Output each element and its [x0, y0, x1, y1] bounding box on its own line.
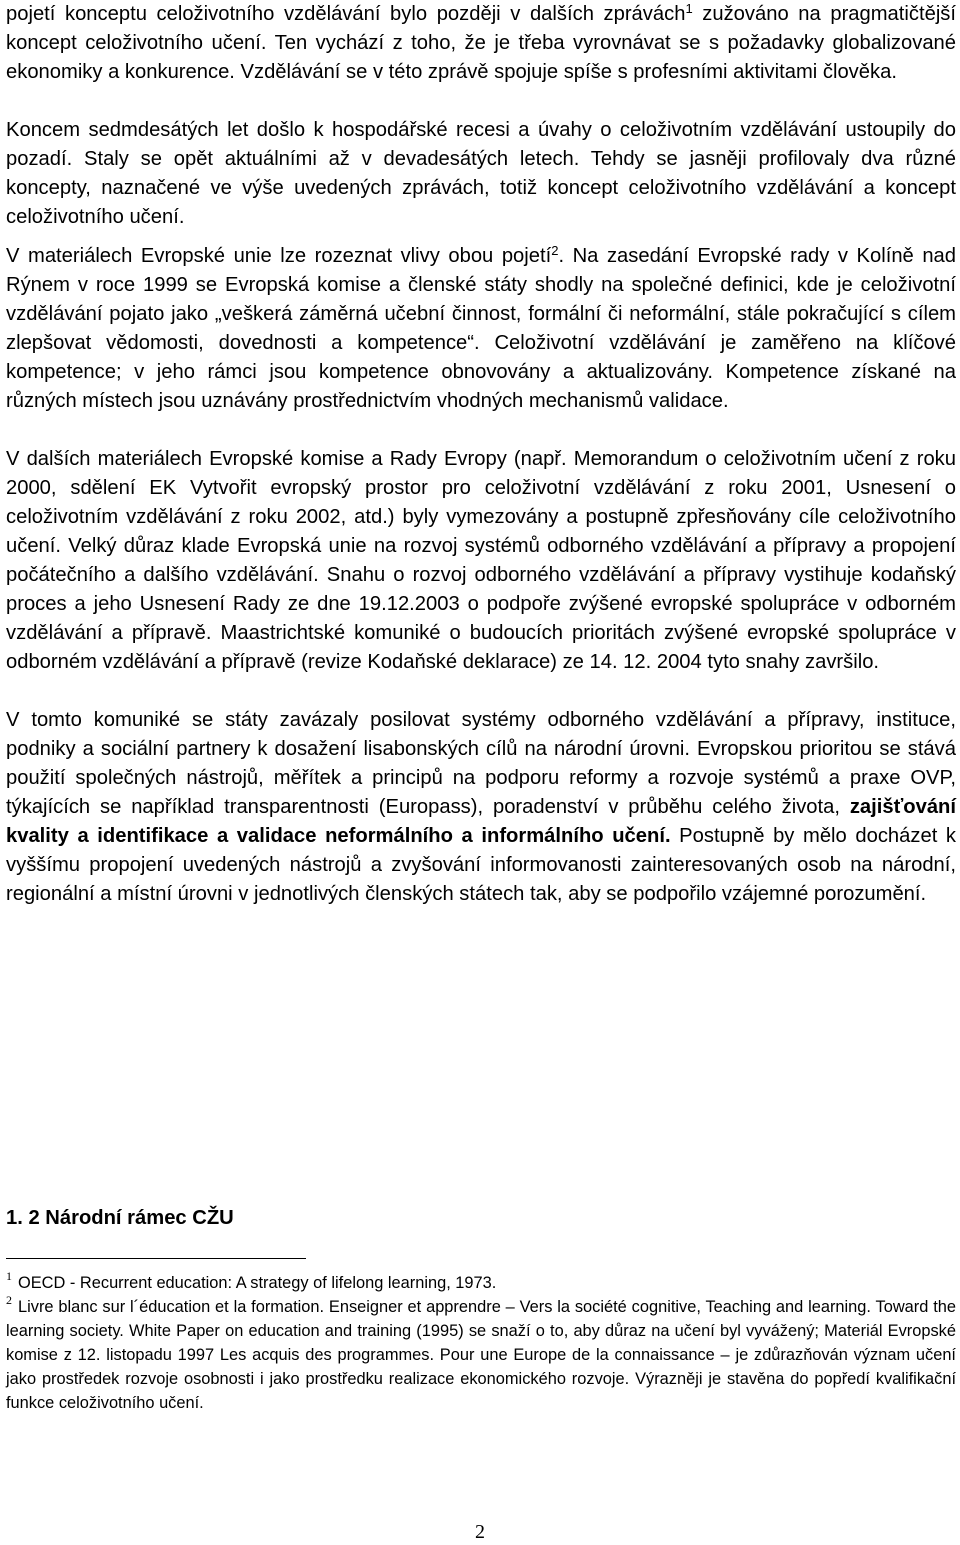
document-body: [6, 0, 956, 909]
footnote-divider: [6, 1258, 306, 1259]
footnote-2-text: Livre blanc sur l´éducation et la formation. Enseigner et apprendre – Vers la société cognitive, Teaching and learning. Toward the learning society. White Paper on education and training (1995) se snaží o to, aby důraz na učení byl vyvážený; Materiál Evropské komise z 12. listopadu 1997 Les acquis des programmes. Pour une Europe de la connaissance – je zdůrazňován význam učení jako prostředek rozvoje osobnosti i jako prostředku realizace ekonomického rozvoje. Výrazněji je stavěna do popředí kvalifikační funkce celoživotního učení.: [6, 1298, 956, 1412]
footnotes: [6, 1271, 956, 1415]
paragraph-3-text-a: V materiálech Evropské unie lze rozeznat vlivy obou pojetí: [6, 245, 552, 267]
footnote-1-text: OECD - Recurrent education: A strategy of lifelong learning, 1973.: [18, 1274, 497, 1292]
paragraph-1: [6, 0, 956, 87]
paragraph-5-emphasis: zajišťování kvality a identifikace a validace neformálního a informálního učení.: [6, 796, 956, 847]
paragraph-1-text-b: zužováno na pragmatičtější koncept celoživotního učení. Ten vychází z toho, že je třeba vyrovnávat se s požadavky globalizované ekonomiky a konkurence. Vzdělávání se v této zprávě spojuje spíše s profesními aktivitami člověka.: [6, 3, 957, 83]
footnote-1: [6, 1271, 956, 1295]
footnote-ref-2[interactable]: 2: [551, 243, 559, 258]
section-heading: 1. 2 Národní rámec CŽU: [6, 1207, 234, 1229]
footnote-ref-1[interactable]: 1: [685, 1, 693, 16]
paragraph-5-text-a: V tomto komuniké se státy zavázaly posilovat systémy odborného vzdělávání a přípravy, instituce, podniky a sociální partnery k dosažení lisabonských cílů na národní úrovni. Evropskou prioritou se stává použití společných nástrojů, měřítek a principů na podporu reformy a rozvoje systémů a praxe OVP, týkajících se například transparentnosti (Europass), poradenství v průběhu celého života,: [6, 709, 956, 818]
paragraph-3: [6, 242, 956, 416]
paragraph-3-text-b: . Na zasedání Evropské rady v Kolíně nad Rýnem v roce 1999 se Evropská komise a členské státy shodly na společné definici, kde je celoživotní vzdělávání pojato jako „veškerá záměrná učební činnost, formální či neformální, stále pokračující s cílem zlepšovat vědomosti, dovednosti a kompetence“. Celoživotní vzdělávání je zaměřeno na klíčové kompetence; v jeho rámci jsou kompetence obnovovány a aktualizovány. Kompetence získané na různých místech jsou uznávány prostřednictvím vhodných mechanismů validace.: [6, 245, 956, 412]
page-number: 2: [475, 1521, 485, 1543]
footnote-2: [6, 1295, 956, 1415]
paragraph-1-text-a: pojetí konceptu celoživotního vzdělávání bylo později v dalších zprávách: [6, 3, 686, 25]
footnote-1-number: 1: [6, 1269, 12, 1283]
paragraph-2: Koncem sedmdesátých let došlo k hospodářské recesi a úvahy o celoživotním vzdělávání ustoupily do pozadí. Staly se opět aktuálními až v devadesátých letech. Tehdy se jasněji profilovaly dva různé koncepty, naznačené ve výše uvedených zprávách, totiž koncept celoživotního vzdělávání a koncept celoživotního učení.: [6, 119, 956, 228]
paragraph-5: [6, 706, 956, 909]
paragraph-4: V dalších materiálech Evropské komise a Rady Evropy (např. Memorandum o celoživotním učení z roku 2000, sdělení EK Vytvořit evropský prostor pro celoživotní vzdělávání z roku 2001, Usnesení o celoživotním vzdělávání z roku 2002, atd.) byly vymezovány a postupně zpřesňovány cíle celoživotního učení. Velký důraz klade Evropská unie na rozvoj systémů odborného vzdělávání a přípravy a propojení počátečního a dalšího vzdělávání. Snahu o rozvoj odborného vzdělávání a přípravy vystihuje kodaňský proces a jeho Usnesení Rady ze dne 19.12.2003 o podpoře zvýšené evropské spolupráce v odborném vzdělávání a přípravě. Maastrichtské komuniké o budoucích prioritách zvýšené evropské spolupráce v odborném vzdělávání a přípravě (revize Kodaňské deklarace) ze 14. 12. 2004 tyto snahy završilo.: [6, 448, 956, 673]
paragraph-5-text-b: Postupně by mělo docházet k vyššímu propojení uvedených nástrojů a zvyšování informovanosti zainteresovaných osob na národní, regionální a místní úrovni v jednotlivých členských státech tak, aby se podpořilo vzájemné porozumění.: [6, 825, 956, 905]
footnote-2-number: 2: [6, 1293, 12, 1307]
